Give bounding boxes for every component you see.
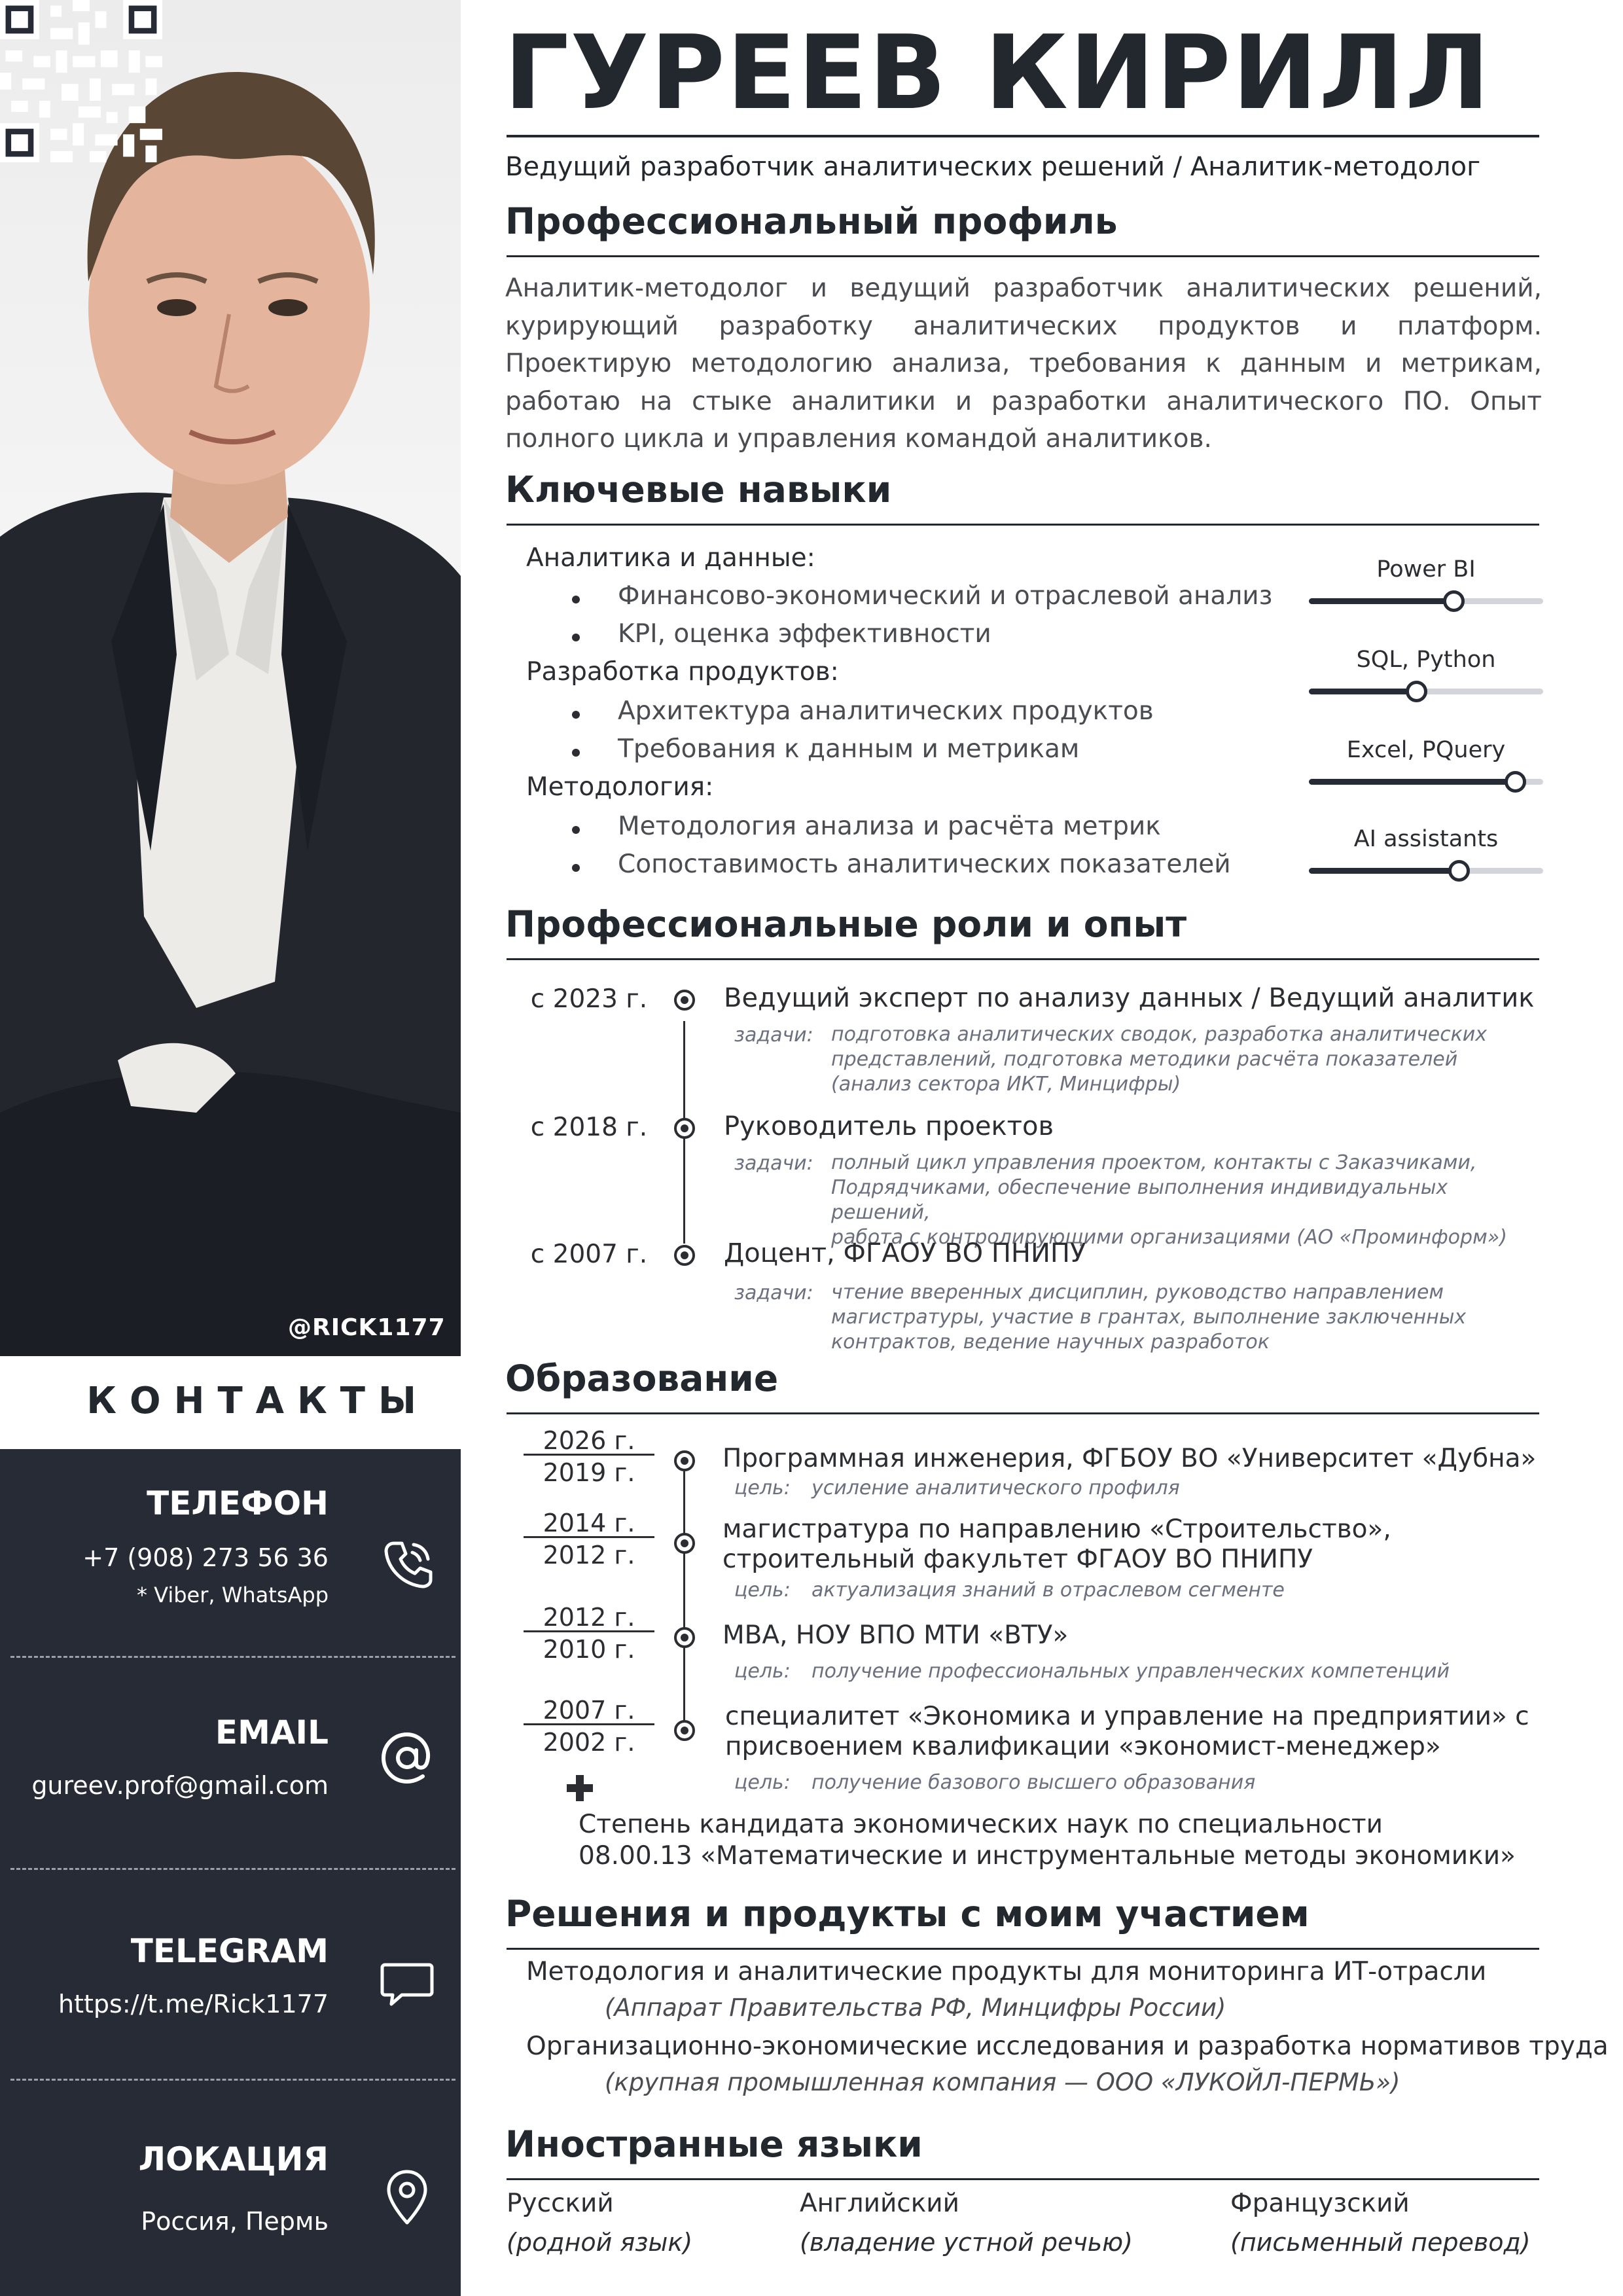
bullet (572, 864, 580, 872)
section-title-skills: Ключевые навыки (505, 469, 892, 511)
contact-email-title: EMAIL (215, 1713, 329, 1751)
experience-tasks (831, 1022, 1551, 1097)
header-rule (507, 135, 1539, 137)
experience-tasks (831, 1280, 1551, 1355)
timeline-dot (674, 1450, 695, 1471)
academic-degree (579, 1809, 1516, 1872)
education-years (524, 1426, 654, 1490)
language-level: (владение устной речью) (800, 2228, 1133, 2257)
profile-photo (0, 0, 461, 1356)
task-line: чтение вверенных дисциплин, руководство направлением (831, 1281, 1444, 1304)
timeline-dot (674, 1245, 695, 1266)
plus-icon (567, 1775, 593, 1801)
education-title (722, 1444, 1536, 1474)
education-title-line: магистратура по направлению «Строительство», (722, 1515, 1391, 1544)
education-goal: получение базового высшего образования (812, 1771, 1256, 1794)
skill-level-track (1309, 868, 1543, 874)
education-title-line: специалитет «Экономика и управление на предприятии» с (725, 1702, 1529, 1731)
skill-level-label: Power BI (1376, 556, 1476, 583)
skill-level-fill (1309, 779, 1515, 785)
contact-phone-value[interactable]: +7 (908) 273 56 36 (82, 1543, 329, 1572)
task-line: контрактов, ведение научных разработок (831, 1331, 1270, 1354)
bullet (572, 826, 580, 834)
education-title-line: Программная инженерия, ФГБОУ ВО «Университет «Дубна» (722, 1444, 1537, 1473)
education-goal: усиление аналитического профиля (812, 1477, 1180, 1499)
experience-role: Ведущий эксперт по анализу данных / Ведущий аналитик (724, 983, 1535, 1013)
contact-location-value: Россия, Пермь (141, 2207, 329, 2236)
timeline-dot (674, 990, 695, 1011)
contact-divider (10, 1868, 455, 1870)
contact-divider (10, 1656, 455, 1658)
skill-group: Разработка продуктов: (526, 657, 839, 687)
task-line: представлений, подготовка методики расчёта показателей (831, 1048, 1458, 1071)
tasks-label: задачи: (734, 1152, 813, 1175)
product-name: Организационно-экономические исследования и разработка нормативов труда (526, 2032, 1609, 2061)
education-start-year: 2010 г. (543, 1635, 635, 1664)
experience-tasks (831, 1151, 1551, 1250)
education-years (524, 1602, 654, 1666)
language-level: (письменный перевод) (1230, 2228, 1531, 2257)
task-line: Подрядчиками, обеспечение выполнения индивидуальных решений, (831, 1176, 1448, 1224)
experience-period: с 2018 г. (530, 1113, 648, 1142)
task-line: подготовка аналитических сводок, разработка аналитических (831, 1023, 1488, 1046)
skill-level-label: Excel, PQuery (1346, 737, 1506, 763)
education-goal: получение профессиональных управленческих компетенций (812, 1660, 1450, 1683)
product-client: (крупная промышленная компания — ООО «ЛУКОЙЛ-ПЕРМЬ») (605, 2068, 1400, 2096)
experience-role: Доцент, ФГАОУ ВО ПНИПУ (724, 1238, 1086, 1268)
skill-level-knob (1448, 860, 1470, 882)
bullet (572, 596, 580, 603)
education-goal: актуализация знаний в отраслевом сегменте (812, 1579, 1285, 1602)
contacts-heading: КОНТАКТЫ (86, 1380, 429, 1422)
education-end-year: 2014 г. (524, 1508, 654, 1538)
goal-label: цель: (734, 1477, 791, 1499)
timeline-dot (674, 1118, 695, 1139)
skill-level-label: SQL, Python (1356, 647, 1496, 673)
degree-line: 08.00.13 «Математические и инструментальные методы экономики» (579, 1841, 1516, 1871)
experience-period: с 2023 г. (530, 984, 648, 1014)
contact-telegram-value[interactable]: https://t.me/Rick1177 (58, 1990, 329, 2018)
skill-level-track (1309, 779, 1543, 785)
skill-item: KPI, оценка эффективности (618, 619, 991, 649)
section-title-experience: Профессиональные роли и опыт (505, 903, 1187, 945)
section-title-products: Решения и продукты с моим участием (505, 1893, 1310, 1935)
education-title-line: присвоением квалификации «экономист-менеджер» (725, 1732, 1441, 1761)
skill-level-fill (1309, 689, 1417, 694)
language-name: Русский (507, 2189, 614, 2218)
task-line: магистратуры, участие в грантах, выполнение заключенных (831, 1306, 1467, 1329)
skill-level-knob (1443, 590, 1465, 612)
education-start-year: 2012 г. (543, 1541, 635, 1570)
education-years (524, 1508, 654, 1572)
skill-item: Требования к данным и метрикам (618, 734, 1080, 764)
tasks-label: задачи: (734, 1024, 813, 1047)
goal-label: цель: (734, 1660, 791, 1683)
skill-item: Сопоставимость аналитических показателей (618, 850, 1231, 879)
education-title (725, 1702, 1529, 1762)
skill-group: Методология: (526, 772, 714, 802)
education-title (722, 1515, 1391, 1575)
bullet (572, 749, 580, 757)
bullet (572, 711, 580, 719)
at-icon (376, 1727, 438, 1789)
contacts-panel (0, 1449, 461, 2296)
portrait-illustration (0, 0, 461, 1356)
skill-item: Архитектура аналитических продуктов (618, 696, 1154, 726)
task-line: (анализ сектора ИКТ, Минцифры) (831, 1073, 1181, 1096)
goal-label: цель: (734, 1579, 791, 1602)
person-name: ГУРЕЕВ КИРИЛЛ (504, 13, 1491, 132)
contact-location-title: ЛОКАЦИЯ (138, 2140, 329, 2178)
language-level: (родной язык) (507, 2228, 693, 2257)
education-title (722, 1621, 1068, 1651)
skill-level-label: AI assistants (1353, 826, 1499, 852)
section-rule (507, 1948, 1539, 1950)
product-name: Методология и аналитические продукты для мониторинга ИТ-отрасли (526, 1957, 1487, 1986)
skill-item: Финансово-экономический и отраслевой анализ (618, 581, 1273, 611)
skill-level-track (1309, 598, 1543, 604)
experience-role: Руководитель проектов (724, 1111, 1054, 1141)
chat-bubble-icon (376, 1952, 438, 2015)
task-line: работа с контролирующими организациями (АО «Проминформ») (831, 1226, 1507, 1249)
telegram-handle: @RICK1177 (288, 1314, 446, 1341)
tasks-label: задачи: (734, 1282, 813, 1304)
goal-label: цель: (734, 1771, 791, 1794)
education-start-year: 2002 г. (543, 1728, 635, 1757)
contact-telegram-title: TELEGRAM (130, 1932, 329, 1970)
education-end-year: 2007 г. (524, 1695, 654, 1725)
section-title-education: Образование (505, 1357, 779, 1399)
timeline-line (683, 1471, 685, 1733)
contact-phone-title: ТЕЛЕФОН (147, 1484, 329, 1522)
skill-level-knob (1406, 681, 1427, 702)
language-name: Французский (1230, 2189, 1410, 2218)
timeline-dot (674, 1720, 695, 1741)
contact-phone-note: * Viber, WhatsApp (136, 1583, 329, 1607)
skill-level-knob (1505, 771, 1526, 793)
contact-email-value[interactable]: gureev.prof@gmail.com (31, 1771, 329, 1800)
education-start-year: 2019 г. (543, 1458, 635, 1487)
section-rule (507, 255, 1539, 257)
sidebar (0, 0, 461, 2296)
section-title-languages: Иностранные языки (505, 2123, 923, 2165)
education-end-year: 2012 г. (524, 1602, 654, 1632)
section-rule (507, 958, 1539, 960)
section-title-profile: Профессиональный профиль (505, 200, 1118, 242)
map-pin-icon (376, 2165, 438, 2228)
education-years (524, 1695, 654, 1759)
timeline-dot (674, 1627, 695, 1648)
skill-group: Аналитика и данные: (526, 543, 815, 573)
education-title-line: строительный факультет ФГАОУ ВО ПНИПУ (722, 1545, 1313, 1574)
experience-period: с 2007 г. (530, 1240, 648, 1269)
language-name: Английский (800, 2189, 959, 2218)
skill-level-fill (1309, 868, 1459, 874)
product-client: (Аппарат Правительства РФ, Минцифры России) (605, 1994, 1226, 2022)
section-rule (507, 2178, 1539, 2180)
education-title-line: MBA, НОУ ВПО МТИ «ВТУ» (722, 1621, 1069, 1650)
bullet (572, 634, 580, 641)
skill-level-track (1309, 689, 1543, 694)
education-end-year: 2026 г. (524, 1426, 654, 1456)
task-line: полный цикл управления проектом, контакты с Заказчиками, (831, 1151, 1477, 1174)
phone-icon (376, 1532, 438, 1594)
section-rule (507, 524, 1539, 526)
job-title: Ведущий разработчик аналитических решений / Аналитик-методолог (505, 152, 1481, 182)
qr-code (0, 0, 162, 162)
skill-item: Методология анализа и расчёта метрик (618, 812, 1161, 841)
timeline-dot (674, 1533, 695, 1554)
section-rule (507, 1412, 1539, 1414)
skill-level-fill (1309, 598, 1454, 604)
contact-divider (10, 2079, 455, 2081)
degree-line: Степень кандидата экономических наук по специальности (579, 1810, 1383, 1839)
profile-text: Аналитик-методолог и ведущий разработчик аналитических решений, курирующий разработку аналитических продуктов и платформ. Проектирую методологию анализа, требования к данным и метрикам, работаю на стыке аналитики и разработки аналитического ПО. Опыт полного цикла и управления командой аналитиков. (505, 274, 1542, 454)
